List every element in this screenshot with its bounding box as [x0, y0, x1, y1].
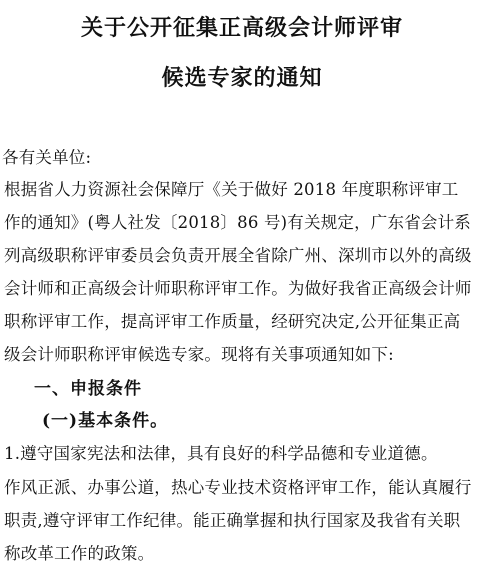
salutation: 各有关单位: — [2, 148, 92, 167]
body-line: 职责,遵守评审工作纪律。能正确掌握和执行国家及我省有关职 — [4, 511, 461, 530]
body-line: 会计师和正高级会计师职称评审工作。为做好我省正高级会计师 — [4, 279, 472, 298]
body-line: 称改革工作的政策。 — [4, 544, 155, 563]
section-heading: 一、申报条件 — [34, 379, 142, 399]
body-line: 列高级职称评审委员会负责开展全省除广州、深圳市以外的高级 — [4, 246, 472, 265]
document-title-line-1: 关于公开征集正高级会计师评审 — [80, 15, 403, 41]
body-line: 级会计师职称评审候选专家。现将有关事项通知如下: — [4, 345, 394, 364]
body-line: 作风正派、办事公道，热心专业技术资格评审工作，能认真履行 — [4, 478, 472, 497]
body-line: 作的通知》(粤人社发〔2018〕86 号)有关规定，广东省会计系 — [4, 213, 472, 232]
body-line: 1.遵守国家宪法和法律，具有良好的科学品德和专业道德。 — [4, 444, 438, 463]
body-line: 根据省人力资源社会保障厅《关于做好 2018 年度职称评审工 — [4, 180, 459, 199]
document-title-line-2: 候选专家的通知 — [161, 65, 323, 91]
body-line: 职称评审工作，提高评审工作质量，经研究决定,公开征集正高 — [4, 312, 461, 331]
subsection-heading: (一)基本条件。 — [42, 411, 169, 431]
